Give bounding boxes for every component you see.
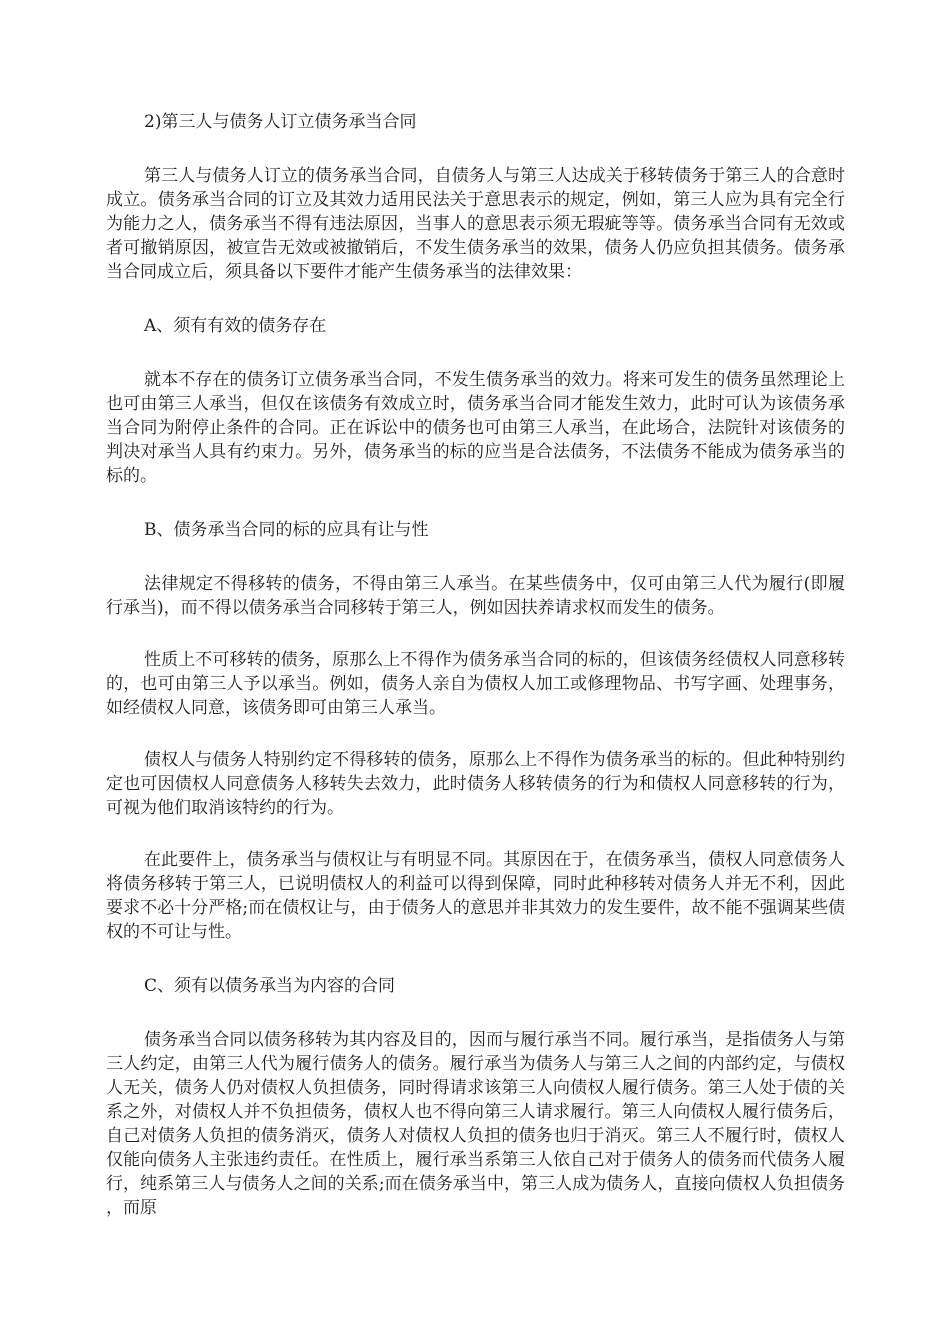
section-heading: C、须有以债务承当为内容的合同 (144, 976, 396, 996)
section-heading: A、须有有效的债务存在 (144, 316, 327, 336)
body-paragraph: 债权人与债务人特别约定不得移转的债务，原那么上不得作为债务承当的标的。但此种特别约定也可因债权人同意债务人移转失去效力，此时债务人移转债务的行为和债权人同意移转的行为，可视为他们取消该特约的行为。 (106, 750, 845, 818)
body-paragraph: 就本不存在的债务订立债务承当合同，不发生债务承当的效力。将来可发生的债务虽然理论上也可由第三人承当，但仅在该债务有效成立时，债务承当合同才能发生效力，此时可认为该债务承当合同为附停止条件的合同。正在诉讼中的债务也可由第三人承当，在此场合，法院针对该债务的判决对承当人具有约束力。另外，债务承当的标的应当是合法债务，不法债务不能成为债务承当的标的。 (106, 370, 845, 486)
body-paragraph: 法律规定不得移转的债务，不得由第三人承当。在某些债务中，仅可由第三人代为履行(即履行承当)，而不得以债务承当合同移转于第三人，例如因扶养请求权而发生的债务。 (106, 574, 845, 618)
body-paragraph: 性质上不可移转的债务，原那么上不得作为债务承当合同的标的，但该债务经债权人同意移转的，也可由第三人予以承当。例如，债务人亲自为债权人加工或修理物品、书写字画、处理事务，如经债权人同意，该债务即可由第三人承当。 (106, 650, 845, 718)
section-heading: B、债务承当合同的标的应具有让与性 (144, 520, 429, 540)
body-paragraph: 债务承当合同以债务移转为其内容及目的，因而与履行承当不同。履行承当，是指债务人与第三人约定，由第三人代为履行债务人的债务。履行承当为债务人与第三人之间的内部约定，与债权人无关，债务人仍对债权人负担债务，同时得请求该第三人向债权人履行债务。第三人处于债的关系之外，对债权人并不负担债务，债权人也不得向第三人请求履行。第三人向债权人履行债务后，自己对债务人负担的债务消灭，债务人对债权人负担的债务也归于消灭。第三人不履行时，债权人仅能向债务人主张违约责任。在性质上，履行承当系第三人依自己对于债务人的债务而代债务人履行，纯系第三人与债务人之间的关系;而在债务承当中，第三人成为债务人，直接向债权人负担债务，而原 (106, 1030, 845, 1218)
body-paragraph: 在此要件上，债务承当与债权让与有明显不同。其原因在于，在债务承当，债权人同意债务人将债务移转于第三人，已说明债权人的利益可以得到保障，同时此种移转对债务人并无不利，因此要求不必十分严格;而在债权让与，由于债务人的意思并非其效力的发生要件，故不能不强调某些债权的不可让与性。 (106, 850, 845, 942)
document-body (106, 108, 845, 1220)
body-paragraph: 第三人与债务人订立的债务承当合同，自债务人与第三人达成关于移转债务于第三人的合意时成立。债务承当合同的订立及其效力适用民法关于意思表示的规定，例如，第三人应为具有完全行为能力之人，债务承当不得有违法原因，当事人的意思表示须无瑕疵等等。债务承当合同有无效或者可撤销原因，被宣告无效或被撤销后，不发生债务承当的效果，债务人仍应负担其债务。债务承当合同成立后，须具备以下要件才能产生债务承当的法律效果： (106, 166, 845, 282)
section-heading: 2)第三人与债务人订立债务承当合同 (144, 112, 417, 132)
